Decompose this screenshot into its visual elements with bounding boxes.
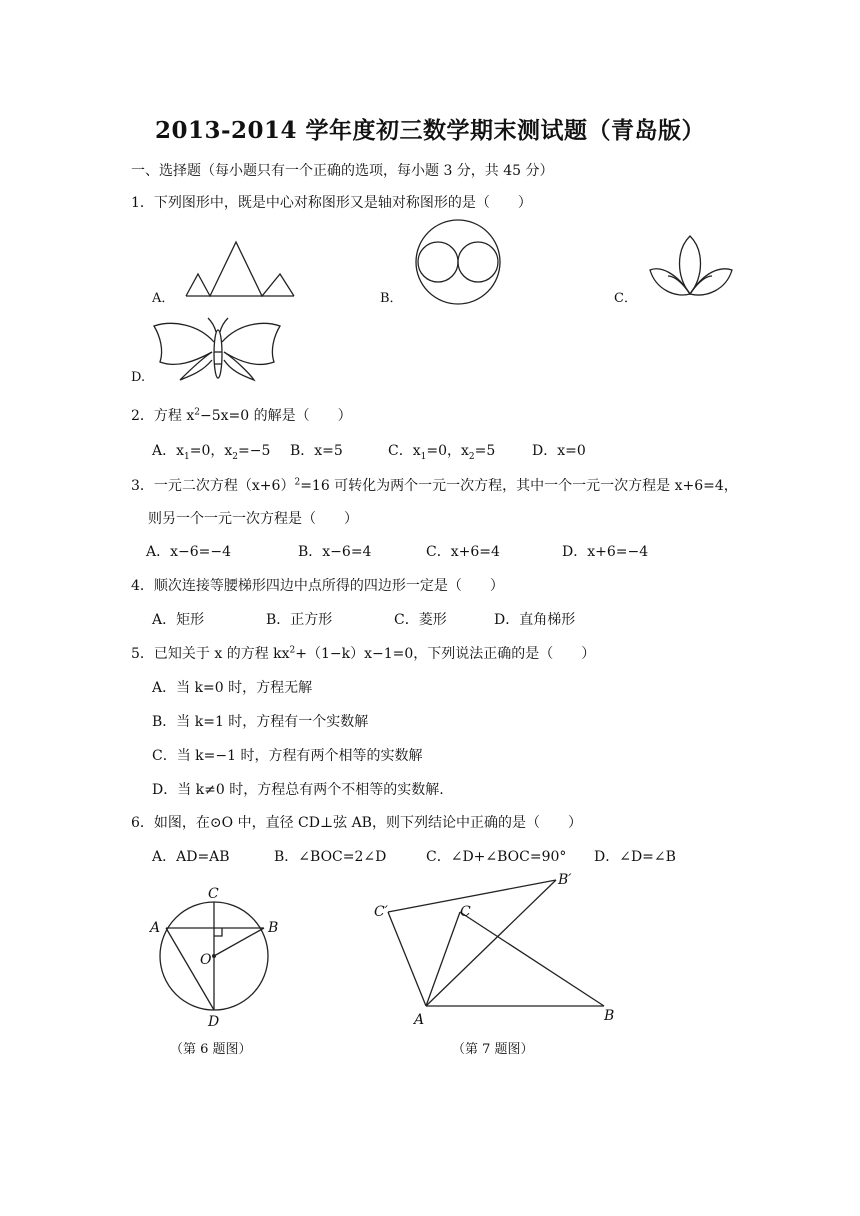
q3-option-b: B．x−6=4: [298, 544, 372, 560]
q2-a-sub1: 1: [184, 451, 190, 462]
section-heading: 一、选择题（每小题只有一个正确的选项，每小题 3 分，共 45 分）: [131, 163, 554, 179]
q2-stem-text-end: −5x=0 的解是（ ）: [200, 408, 352, 424]
question-3-stem: [131, 475, 738, 495]
q3-stem-text-end: =16 可转化为两个一元一次方程，其中一个一元一次方程是 x+6=4，: [300, 478, 738, 494]
fig6-label-b: B: [268, 920, 279, 936]
figure-q6-circle: [148, 882, 288, 1030]
q2-stem-text: 2．方程 x: [131, 408, 195, 424]
q1-option-c-label: C．: [614, 291, 637, 306]
q5-stem-text-end: +（1−k）x−1=0，下列说法正确的是（ ）: [295, 646, 596, 662]
q2-c-text-end: =5: [474, 443, 496, 459]
q3-exponent: 2: [294, 477, 301, 488]
q1-option-b-label: B．: [380, 291, 403, 306]
q5-option-a: A．当 k=0 时，方程无解: [152, 680, 313, 696]
q4-option-d: D．直角梯形: [494, 612, 576, 628]
question-1-stem: 1．下列图形中，既是中心对称图形又是轴对称图形的是（ ）: [131, 195, 532, 211]
page-title: 2013-2014 学年度初三数学期末测试题（青岛版）: [154, 117, 706, 144]
q1-figure-d-butterfly: [150, 316, 285, 388]
fig6-label-a: A: [150, 920, 161, 936]
q4-option-b: B．正方形: [266, 612, 333, 628]
q2-option-c: [388, 440, 495, 462]
fig7-label-c-prime: C′: [374, 904, 388, 920]
q6-option-a: A．AD=AB: [152, 849, 230, 865]
q2-option-a: [152, 440, 270, 462]
question-4-stem: 4．顺次连接等腰梯形四边中点所得的四边形一定是（ ）: [131, 578, 504, 594]
fig7-label-b: B: [604, 1008, 615, 1024]
q2-a-text: A．x: [152, 443, 185, 459]
figure-6-caption: （第 6 题图）: [170, 1042, 252, 1057]
q1-figure-c-lotus: [646, 232, 736, 302]
fig6-label-d: D: [208, 1014, 220, 1030]
q1-figure-a-mountains: [180, 236, 310, 306]
q4-option-c: C．菱形: [394, 612, 447, 628]
fig6-label-o: O: [200, 952, 212, 968]
fig6-label-c: C: [208, 886, 219, 902]
q3-option-a: A．x−6=−4: [146, 544, 232, 560]
q4-option-a: A．矩形: [152, 612, 205, 628]
fig7-label-a: A: [414, 1012, 425, 1028]
q3-option-c: C．x+6=4: [426, 544, 500, 560]
q5-stem-text: 5．已知关于 x 的方程 kx: [131, 646, 290, 662]
q6-option-d: D．∠D=∠B: [594, 849, 676, 865]
q3-option-d: D．x+6=−4: [562, 544, 649, 560]
fig7-label-c: C: [460, 904, 471, 920]
figure-7-caption: （第 7 题图）: [452, 1042, 534, 1057]
question-5-stem: [131, 643, 595, 663]
q2-c-text: C．x: [388, 443, 421, 459]
q5-option-b: B．当 k=1 时，方程有一个实数解: [152, 714, 369, 730]
q2-a-text-mid: =0，x: [189, 443, 233, 459]
q2-c-text-mid: =0，x: [426, 443, 469, 459]
question-2-stem: [131, 405, 352, 425]
q1-option-a-label: A．: [152, 291, 175, 306]
question-6-stem: 6．如图，在⊙O 中，直径 CD⊥弦 AB，则下列结论中正确的是（ ）: [131, 815, 582, 831]
q2-c-sub1: 1: [420, 451, 427, 462]
q1-option-d-label: D.: [131, 370, 146, 385]
q6-option-b: B．∠BOC=2∠D: [274, 849, 387, 865]
fig7-label-b-prime: B′: [558, 872, 572, 888]
figure-q7-triangles: [368, 868, 628, 1028]
q1-figure-b-circles: [408, 218, 508, 308]
q2-exponent: 2: [194, 407, 200, 418]
question-3-stem-line2: 则另一个一元一次方程是（ ）: [148, 511, 358, 527]
q3-stem-text: 3．一元二次方程（x+6）: [131, 478, 295, 494]
q5-exponent: 2: [289, 645, 296, 656]
q2-a-sub2: 2: [232, 451, 239, 462]
q6-option-c: C．∠D+∠BOC=90°: [426, 849, 567, 865]
q2-option-d: D．x=0: [532, 443, 586, 459]
q2-c-sub2: 2: [468, 451, 475, 462]
q5-option-d: D．当 k≠0 时，方程总有两个不相等的实数解.: [152, 782, 444, 798]
q2-option-b: B．x=5: [290, 443, 343, 459]
q2-a-text-end: =−5: [238, 443, 271, 459]
q5-option-c: C．当 k=−1 时，方程有两个相等的实数解: [152, 748, 423, 764]
